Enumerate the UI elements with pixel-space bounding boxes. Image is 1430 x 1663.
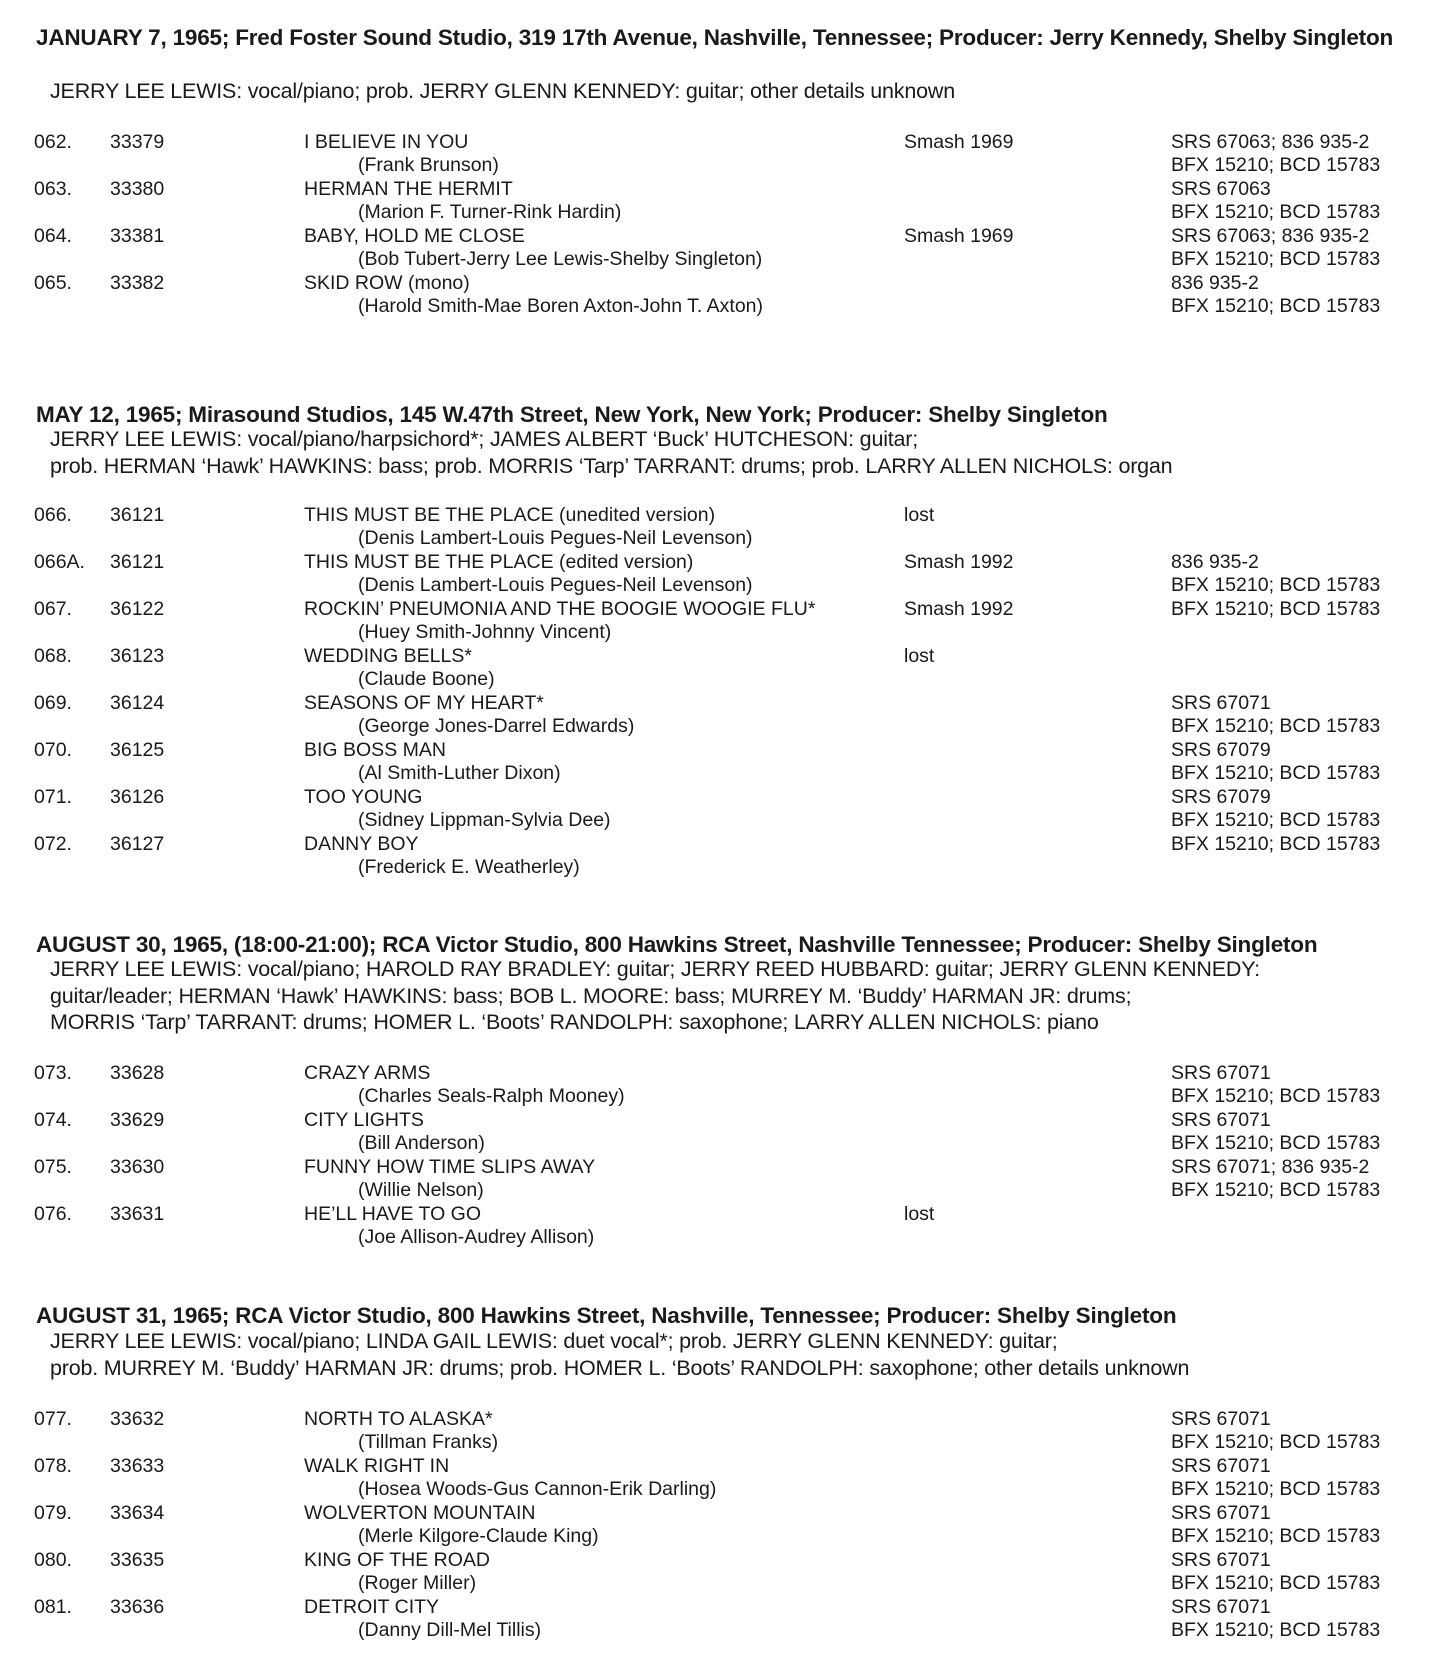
track-number: 066. [34,504,72,526]
song-title: WEDDING BELLS* [304,645,472,667]
track-row [0,1408,1430,1455]
original-issue: Smash 1969 [904,131,1014,153]
track-number: 063. [34,178,72,200]
song-title: WOLVERTON MOUNTAIN [304,1502,536,1524]
song-title: THIS MUST BE THE PLACE (edited version) [304,551,694,573]
session-heading: JANUARY 7, 1965; Fred Foster Sound Studio, 319 17th Avenue, Nashville, Tennessee; Producer: Jerry Kennedy, Shelby Singleton [36,25,1394,50]
matrix-number: 33629 [110,1109,165,1131]
track-number: 062. [34,131,72,153]
composer-credit: (Merle Kilgore-Claude King) [358,1525,599,1547]
catalog-secondary: BFX 15210; BCD 15783 [1171,762,1381,784]
catalog-secondary: BFX 15210; BCD 15783 [1171,574,1381,596]
matrix-number: 36121 [110,551,165,573]
song-title: I BELIEVE IN YOU [304,131,469,153]
personnel-list [50,78,1420,105]
track-row [0,1062,1430,1109]
track-number: 072. [34,833,72,855]
song-title: WALK RIGHT IN [304,1455,450,1477]
track-number: 065. [34,272,72,294]
track-row [0,1156,1430,1203]
track-number: 066A. [34,551,85,573]
song-title: HE’LL HAVE TO GO [304,1203,482,1225]
song-title: THIS MUST BE THE PLACE (unedited version) [304,504,716,526]
track-number: 071. [34,786,72,808]
track-number: 070. [34,739,72,761]
track-number: 081. [34,1596,72,1618]
matrix-number: 36123 [110,645,165,667]
catalog-primary: SRS 67071 [1171,1596,1271,1618]
track-row [0,1549,1430,1596]
catalog-primary: SRS 67071 [1171,1109,1271,1131]
personnel-line: guitar/leader; HERMAN ‘Hawk’ HAWKINS: bass; BOB L. MOORE: bass; MURREY M. ‘Buddy’ HARMAN JR: drums; [50,983,1132,1008]
composer-credit: (Marion F. Turner-Rink Hardin) [358,201,622,223]
track-row [0,1502,1430,1549]
catalog-primary: SRS 67079 [1171,786,1271,808]
personnel-list [50,426,1420,479]
song-title: BIG BOSS MAN [304,739,446,761]
song-title: BABY, HOLD ME CLOSE [304,225,525,247]
catalog-secondary: BFX 15210; BCD 15783 [1171,248,1381,270]
matrix-number: 33380 [110,178,165,200]
matrix-number: 33382 [110,272,165,294]
composer-credit: (Roger Miller) [358,1572,477,1594]
personnel-line: JERRY LEE LEWIS: vocal/piano/harpsichord*; JAMES ALBERT ‘Buck’ HUTCHESON: guitar; [50,427,919,451]
matrix-number: 33636 [110,1596,165,1618]
catalog-primary: SRS 67071; 836 935-2 [1171,1156,1370,1178]
session-heading: AUGUST 31, 1965; RCA Victor Studio, 800 Hawkins Street, Nashville, Tennessee; Producer: Shelby Singleton [36,1303,1177,1328]
matrix-number: 33631 [110,1203,165,1225]
catalog-primary: BFX 15210; BCD 15783 [1171,598,1381,620]
composer-credit: (Bill Anderson) [358,1132,485,1154]
personnel-line: prob. HERMAN ‘Hawk’ HAWKINS: bass; prob. MORRIS ‘Tarp’ TARRANT: drums; prob. LARRY ALLEN NICHOLS: organ [50,453,1173,478]
composer-credit: (Denis Lambert-Louis Pegues-Neil Levenson) [358,574,753,596]
track-number: 080. [34,1549,72,1571]
catalog-primary: SRS 67071 [1171,1062,1271,1084]
song-title: SEASONS OF MY HEART* [304,692,544,714]
matrix-number: 33635 [110,1549,165,1571]
song-title: CRAZY ARMS [304,1062,431,1084]
composer-credit: (Willie Nelson) [358,1179,484,1201]
catalog-secondary: BFX 15210; BCD 15783 [1171,1085,1381,1107]
catalog-secondary: BFX 15210; BCD 15783 [1171,715,1381,737]
catalog-secondary: BFX 15210; BCD 15783 [1171,809,1381,831]
track-list [0,504,1430,880]
catalog-secondary: BFX 15210; BCD 15783 [1171,1179,1381,1201]
matrix-number: 33634 [110,1502,165,1524]
catalog-primary: 836 935-2 [1171,272,1259,294]
matrix-number: 33632 [110,1408,165,1430]
composer-credit: (Joe Allison-Audrey Allison) [358,1226,595,1248]
song-title: HERMAN THE HERMIT [304,178,513,200]
personnel-line: JERRY LEE LEWIS: vocal/piano; HAROLD RAY BRADLEY: guitar; JERRY REED HUBBARD: guitar; JERRY GLENN KENNEDY: [50,957,1260,981]
session-heading: AUGUST 30, 1965, (18:00-21:00); RCA Victor Studio, 800 Hawkins Street, Nashville Tennessee; Producer: Shelby Singleton [36,932,1318,957]
original-issue: lost [904,645,935,667]
personnel-line: prob. MURREY M. ‘Buddy’ HARMAN JR: drums; prob. HOMER L. ‘Boots’ RANDOLPH: saxophone; other details unknown [50,1355,1190,1380]
song-title: KING OF THE ROAD [304,1549,490,1571]
catalog-secondary: BFX 15210; BCD 15783 [1171,201,1381,223]
song-title: DANNY BOY [304,833,419,855]
personnel-list [50,956,1420,1036]
personnel-line: JERRY LEE LEWIS: vocal/piano; LINDA GAIL LEWIS: duet vocal*; prob. JERRY GLENN KENNEDY: guitar; [50,1329,1058,1353]
song-title: ROCKIN’ PNEUMONIA AND THE BOOGIE WOOGIE FLU* [304,598,816,620]
catalog-primary: SRS 67079 [1171,739,1271,761]
original-issue: lost [904,1203,935,1225]
original-issue: lost [904,504,935,526]
session-heading: MAY 12, 1965; Mirasound Studios, 145 W.47th Street, New York, New York; Producer: Shelby Singleton [36,402,1108,427]
personnel-list [50,1328,1420,1381]
song-title: TOO YOUNG [304,786,423,808]
composer-credit: (Danny Dill-Mel Tillis) [358,1619,542,1641]
original-issue: Smash 1992 [904,551,1014,573]
composer-credit: (Huey Smith-Johnny Vincent) [358,621,612,643]
track-number: 078. [34,1455,72,1477]
original-issue: Smash 1992 [904,598,1014,620]
catalog-secondary: BFX 15210; BCD 15783 [1171,154,1381,176]
track-row [0,272,1430,319]
song-title: SKID ROW (mono) [304,272,470,294]
catalog-primary: SRS 67063; 836 935-2 [1171,225,1370,247]
track-number: 077. [34,1408,72,1430]
composer-credit: (Al Smith-Luther Dixon) [358,762,561,784]
matrix-number: 36124 [110,692,165,714]
track-row [0,504,1430,551]
song-title: CITY LIGHTS [304,1109,424,1131]
track-list [0,1062,1430,1250]
track-row [0,645,1430,692]
original-issue: Smash 1969 [904,225,1014,247]
catalog-primary: BFX 15210; BCD 15783 [1171,833,1381,855]
catalog-primary: SRS 67063 [1171,178,1271,200]
track-row [0,692,1430,739]
matrix-number: 36127 [110,833,165,855]
catalog-secondary: BFX 15210; BCD 15783 [1171,1619,1381,1641]
composer-credit: (Harold Smith-Mae Boren Axton-John T. Axton) [358,295,763,317]
song-title: DETROIT CITY [304,1596,440,1618]
composer-credit: (Hosea Woods-Gus Cannon-Erik Darling) [358,1478,717,1500]
matrix-number: 36125 [110,739,165,761]
track-row [0,1109,1430,1156]
track-list [0,1408,1430,1643]
catalog-secondary: BFX 15210; BCD 15783 [1171,1132,1381,1154]
track-row [0,225,1430,272]
composer-credit: (Tillman Franks) [358,1431,499,1453]
track-list [0,131,1430,319]
catalog-primary: SRS 67071 [1171,1502,1271,1524]
track-row [0,598,1430,645]
track-number: 075. [34,1156,72,1178]
track-number: 079. [34,1502,72,1524]
catalog-primary: SRS 67071 [1171,1549,1271,1571]
track-number: 069. [34,692,72,714]
composer-credit: (George Jones-Darrel Edwards) [358,715,635,737]
matrix-number: 33628 [110,1062,165,1084]
catalog-primary: 836 935-2 [1171,551,1259,573]
track-number: 074. [34,1109,72,1131]
matrix-number: 33379 [110,131,165,153]
track-row [0,551,1430,598]
catalog-primary: SRS 67063; 836 935-2 [1171,131,1370,153]
personnel-line: JERRY LEE LEWIS: vocal/piano; prob. JERRY GLENN KENNEDY: guitar; other details unknown [50,79,955,103]
song-title: NORTH TO ALASKA* [304,1408,493,1430]
track-row [0,131,1430,178]
track-row [0,1203,1430,1250]
catalog-secondary: BFX 15210; BCD 15783 [1171,1431,1381,1453]
catalog-primary: SRS 67071 [1171,1455,1271,1477]
composer-credit: (Frank Brunson) [358,154,499,176]
composer-credit: (Sidney Lippman-Sylvia Dee) [358,809,611,831]
track-number: 064. [34,225,72,247]
composer-credit: (Denis Lambert-Louis Pegues-Neil Levenson) [358,527,753,549]
track-number: 068. [34,645,72,667]
catalog-secondary: BFX 15210; BCD 15783 [1171,295,1381,317]
track-number: 076. [34,1203,72,1225]
composer-credit: (Charles Seals-Ralph Mooney) [358,1085,625,1107]
track-row [0,786,1430,833]
matrix-number: 33630 [110,1156,165,1178]
catalog-primary: SRS 67071 [1171,692,1271,714]
composer-credit: (Frederick E. Weatherley) [358,856,580,878]
matrix-number: 33381 [110,225,165,247]
track-row [0,1596,1430,1643]
catalog-secondary: BFX 15210; BCD 15783 [1171,1478,1381,1500]
track-number: 067. [34,598,72,620]
track-row [0,1455,1430,1502]
track-row [0,833,1430,880]
track-number: 073. [34,1062,72,1084]
matrix-number: 36126 [110,786,165,808]
composer-credit: (Claude Boone) [358,668,495,690]
composer-credit: (Bob Tubert-Jerry Lee Lewis-Shelby Singleton) [358,248,763,270]
catalog-primary: SRS 67071 [1171,1408,1271,1430]
matrix-number: 36121 [110,504,165,526]
track-row [0,739,1430,786]
track-row [0,178,1430,225]
song-title: FUNNY HOW TIME SLIPS AWAY [304,1156,596,1178]
matrix-number: 36122 [110,598,165,620]
catalog-secondary: BFX 15210; BCD 15783 [1171,1525,1381,1547]
matrix-number: 33633 [110,1455,165,1477]
personnel-line: MORRIS ‘Tarp’ TARRANT: drums; HOMER L. ‘Boots’ RANDOLPH: saxophone; LARRY ALLEN NICHOLS: piano [50,1010,1099,1034]
catalog-secondary: BFX 15210; BCD 15783 [1171,1572,1381,1594]
